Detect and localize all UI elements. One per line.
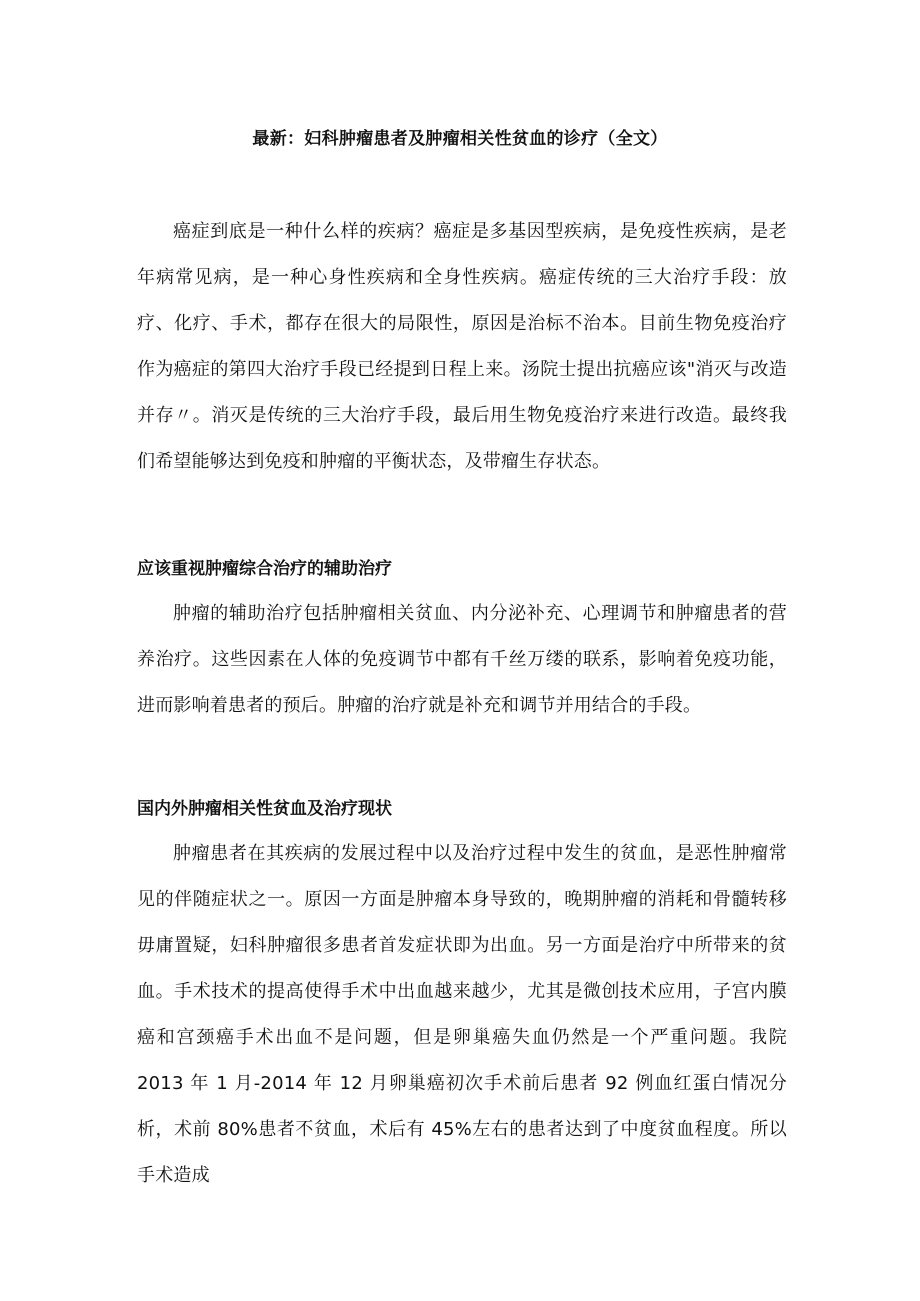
section-heading-adjuvant-wrap [137, 557, 787, 581]
section-body-adjuvant-wrap [137, 591, 787, 729]
section-heading-anemia-wrap [137, 797, 787, 821]
section-heading-adjuvant-therapy: 应该重视肿瘤综合治疗的辅助治疗 [137, 559, 392, 579]
section-heading-tumor-anemia: 国内外肿瘤相关性贫血及治疗现状 [137, 799, 392, 819]
document-title: 最新：妇科肿瘤患者及肿瘤相关性贫血的诊疗（全文） [252, 129, 668, 149]
section-body-anemia-wrap [137, 831, 787, 1199]
section-paragraph-tumor-anemia: 肿瘤患者在其疾病的发展过程中以及治疗过程中发生的贫血，是恶性肿瘤常见的伴随症状之一。原因一方面是肿瘤本身导致的，晚期肿瘤的消耗和骨髓转移毋庸置疑，妇科肿瘤很多患者首发症状即为出血。另一方面是治疗中所带来的贫血。手术技术的提高使得手术中出血越来越少，尤其是微创技术应用，子宫内膜癌和宫颈癌手术出血不是问题，但是卵巢癌失血仍然是一个严重问题。我院 2013 年 1 月-2014 年 12 月卵巢癌初次手术前后患者 92 例血红蛋白情况分析，术前 80%患者不贫血，术后有 45%左右的患者达到了中度贫血程度。所以手术造成 [137, 843, 787, 1186]
section-paragraph-adjuvant-therapy: 肿瘤的辅助治疗包括肿瘤相关贫血、内分泌补充、心理调节和肿瘤患者的营养治疗。这些因素在人体的免疫调节中都有千丝万缕的联系，影响着免疫功能，进而影响着患者的预后。肿瘤的治疗就是补充和调节并用结合的手段。 [137, 603, 787, 716]
intro-paragraph: 癌症到底是一种什么样的疾病？癌症是多基因型疾病，是免疫性疾病，是老年病常见病，是一种心身性疾病和全身性疾病。癌症传统的三大治疗手段：放疗、化疗、手术，都存在很大的局限性，原因是治标不治本。目前生物免疫治疗作为癌症的第四大治疗手段已经提到日程上来。汤院士提出抗癌应该"消灭与改造并存〃。消灭是传统的三大治疗手段，最后用生物免疫治疗来进行改造。最终我们希望能够达到免疫和肿瘤的平衡状态，及带瘤生存状态。 [137, 221, 787, 472]
intro-section [137, 209, 787, 485]
